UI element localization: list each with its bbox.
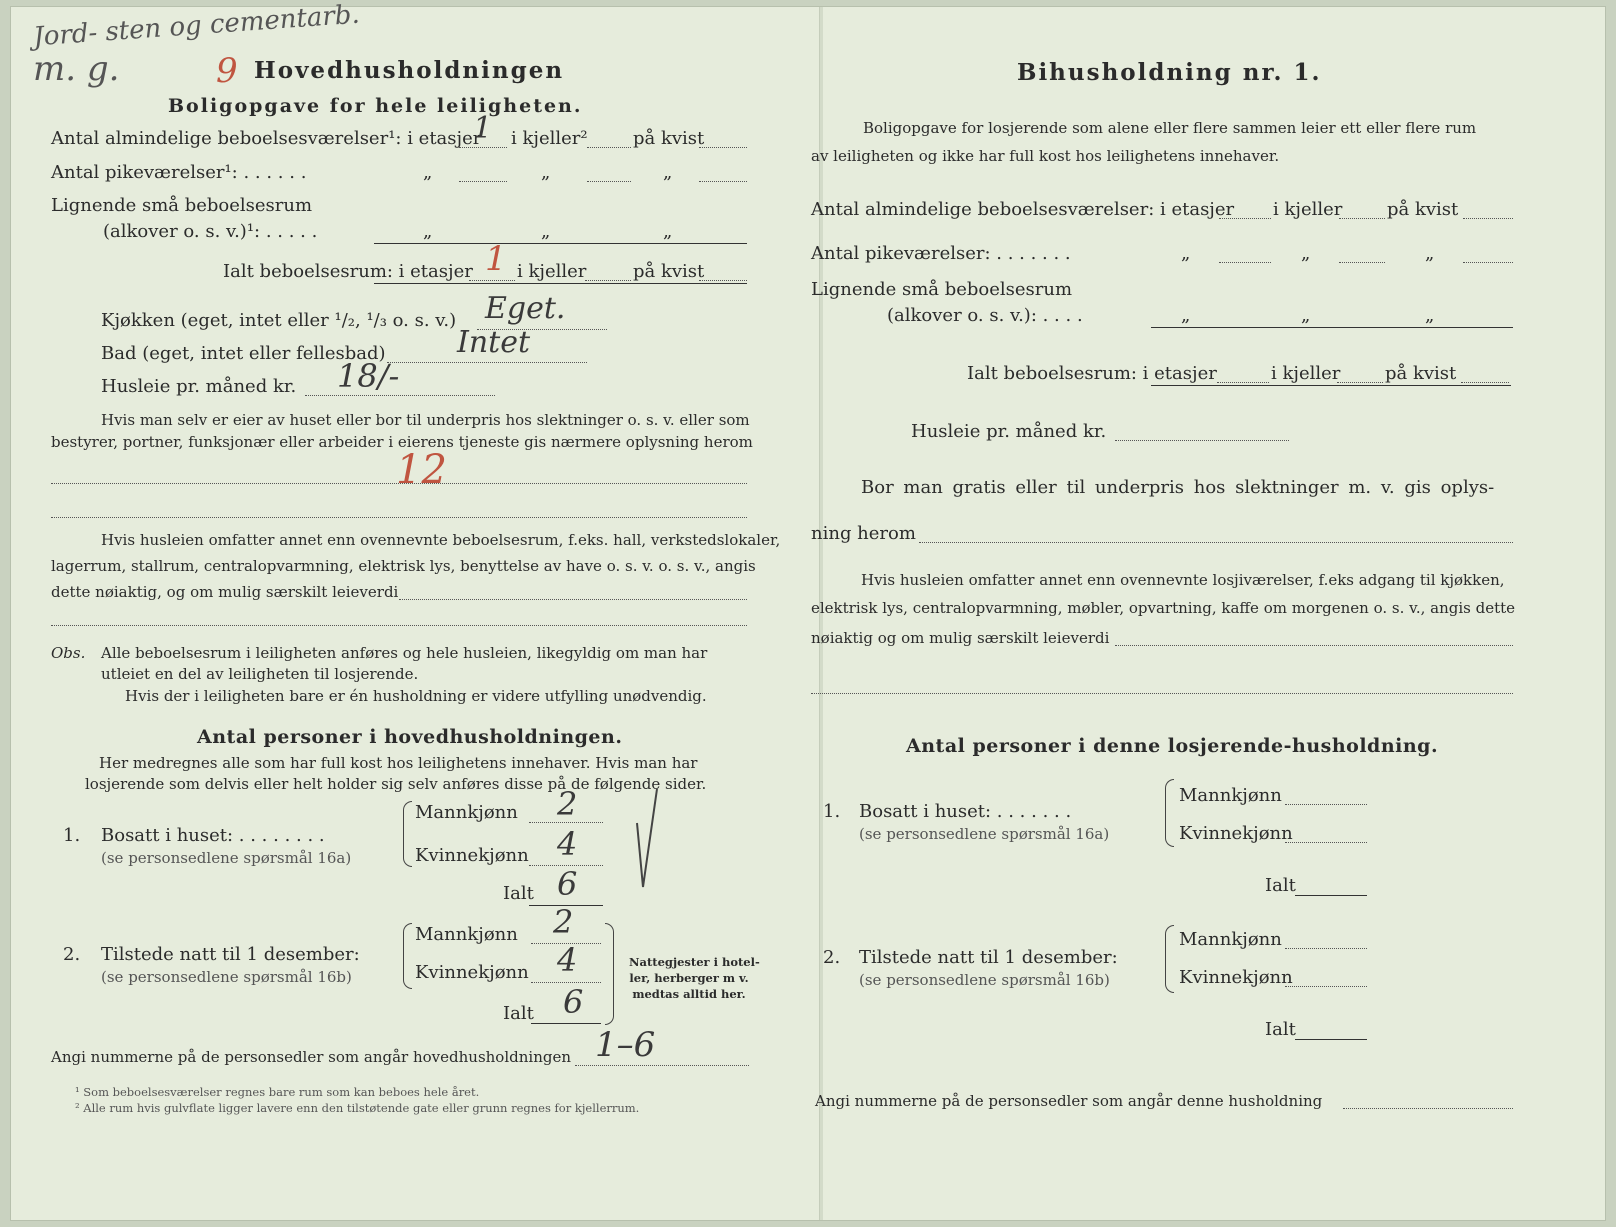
field-extras[interactable]: [399, 599, 747, 600]
value-owner-info: 12: [396, 447, 447, 493]
field-person-numbers[interactable]: [575, 1065, 749, 1066]
label-alcoves: (alkover o. s. v.): . . . .: [887, 305, 1083, 326]
brace-left: [1165, 925, 1174, 993]
value-bath: Intet: [457, 325, 531, 360]
value-present-total: 6: [563, 983, 584, 1021]
field-rooms-attic[interactable]: [1463, 218, 1513, 219]
field-present-male[interactable]: [1285, 948, 1367, 949]
field-rooms-attic[interactable]: [699, 147, 747, 148]
ditto-mark: „: [663, 221, 673, 242]
label-present-night-ref: (se personsedlene spørsmål 16b): [859, 971, 1110, 989]
label-female: Kvinnekjønn: [415, 962, 529, 983]
obs-label: Obs.: [51, 644, 86, 662]
obs-text-3: Hvis der i leiligheten bare er én husholdning er videre utfylling unødvendig.: [125, 687, 707, 705]
obs-text-1: Alle beboelsesrum i leiligheten anføres og hele husleien, likegyldig om man har: [101, 644, 708, 662]
label-male: Mannkjønn: [1179, 785, 1282, 806]
ditto-mark: „: [1181, 305, 1191, 326]
label-total-rooms: Ialt beboelsesrum: i etasjer: [967, 363, 1217, 384]
label-maid-rooms: Antal pikeværelser¹: . . . . . .: [51, 162, 307, 183]
label-similar-rooms: Lignende små beboelsesrum: [51, 195, 313, 216]
label-resident-ref: (se personsedlene spørsmål 16a): [101, 849, 352, 867]
instructions-extras-2: lagerrum, stallrum, centralopvarmning, elektrisk lys, benyttelse av have o. s. v. o. s. v., angis: [51, 557, 756, 575]
persons-intro-1: Her medregnes alle som har full kost hos leilighetens innehaver. Hvis man har: [99, 754, 698, 772]
checkmark-stroke: [623, 783, 663, 893]
ditto-mark: „: [423, 162, 433, 183]
label-bath: Bad (eget, intet eller fellesbad): [101, 343, 386, 364]
note-hotel-guests-3: medtas alltid her.: [632, 987, 746, 1001]
field-total-basement[interactable]: [1337, 382, 1383, 383]
page-title-main-household: Hovedhusholdningen: [254, 57, 565, 84]
label-free-housing-2: ning herom: [811, 523, 916, 544]
field-maid-attic[interactable]: [699, 181, 747, 182]
label-male: Mannkjønn: [415, 802, 518, 823]
ditto-mark: „: [1301, 305, 1311, 326]
field-present-total[interactable]: [1295, 1039, 1367, 1040]
label-rent: Husleie pr. måned kr.: [911, 421, 1107, 442]
label-male: Mannkjønn: [1179, 929, 1282, 950]
instructions-owner-1: Hvis man selv er eier av huset eller bor til underpris hos slektninger o. s. v. eller som: [101, 411, 750, 429]
footnote-1: ¹ Som beboelsesværelser regnes bare rum som kan beboes hele året.: [75, 1085, 480, 1099]
brace-left: [403, 801, 412, 867]
field-bath[interactable]: [387, 362, 587, 363]
instructions-extras-3: dette nøiaktig, og om mulig særskilt leieverdi: [51, 583, 399, 601]
value-rooms-floors: 1: [473, 111, 493, 146]
label-resident: Bosatt i huset: . . . . . . .: [859, 801, 1072, 822]
value-present-female: 4: [557, 941, 578, 979]
field-rooms-floors[interactable]: [459, 147, 507, 148]
field-maid-attic[interactable]: [1463, 262, 1513, 263]
field-rent[interactable]: [1115, 440, 1289, 441]
label-similar-rooms: Lignende små beboelsesrum: [811, 279, 1073, 300]
field-maid-basement[interactable]: [1339, 262, 1385, 263]
ditto-mark: „: [1425, 243, 1435, 264]
label-female: Kvinnekjønn: [1179, 967, 1293, 988]
label-total: Ialt: [1265, 875, 1296, 896]
field-owner-info-2[interactable]: [51, 517, 747, 518]
field-present-total[interactable]: [531, 1023, 601, 1024]
field-free-housing[interactable]: [919, 542, 1513, 543]
ditto-mark: „: [1181, 243, 1191, 264]
label-attic: på kvist: [633, 261, 705, 282]
question-number: 2.: [63, 944, 81, 965]
field-resident-female[interactable]: [1285, 842, 1367, 843]
label-alcoves: (alkover o. s. v.)¹: . . . . .: [103, 221, 318, 242]
question-number: 1.: [823, 801, 841, 822]
label-person-numbers: Angi nummerne på de personsedler som angår denne husholdning: [815, 1092, 1323, 1110]
brace-right: [605, 923, 614, 1025]
total-rule: [1151, 385, 1511, 386]
field-rooms-floors[interactable]: [1219, 218, 1271, 219]
ditto-mark: „: [1425, 305, 1435, 326]
field-maid-floors[interactable]: [1219, 262, 1271, 263]
instructions-extras-1: Hvis husleien omfatter annet enn ovennevnte beboelsesrum, f.eks. hall, verkstedslokaler,: [101, 531, 781, 549]
intro-lodgers-1: Boligopgave for losjerende som alene eller flere sammen leier ett eller flere rum: [863, 119, 1477, 137]
question-number: 2.: [823, 947, 841, 968]
field-person-numbers[interactable]: [1343, 1108, 1513, 1109]
question-number: 1.: [63, 825, 81, 846]
label-basement: i kjeller: [517, 261, 587, 282]
handwritten-ref: m. g.: [33, 49, 120, 89]
value-rent: 18/-: [337, 357, 400, 395]
subtitle-housing-statement: Boligopgave for hele leiligheten.: [168, 95, 583, 117]
field-owner-info[interactable]: [51, 483, 747, 484]
label-basement: i kjeller: [1271, 363, 1341, 384]
obs-text-2: utleiet en del av leiligheten til losjerende.: [101, 665, 419, 683]
label-total: Ialt: [503, 1003, 534, 1024]
field-total-basement[interactable]: [585, 280, 631, 281]
field-extras[interactable]: [1115, 645, 1513, 646]
instructions-extras-1: Hvis husleien omfatter annet enn ovennevnte losjiværelser, f.eks adgang til kjøkken,: [861, 571, 1505, 589]
label-attic: på kvist: [1385, 363, 1457, 384]
label-present-night: Tilstede natt til 1 desember:: [101, 944, 360, 965]
ditto-mark: „: [423, 221, 433, 242]
field-maid-basement[interactable]: [587, 181, 631, 182]
value-resident-female: 4: [557, 825, 578, 863]
label-total: Ialt: [1265, 1019, 1296, 1040]
field-maid-floors[interactable]: [459, 181, 507, 182]
label-resident: Bosatt i huset: . . . . . . . .: [101, 825, 325, 846]
sum-rule: [1151, 327, 1513, 328]
handwritten-ref-number: 9: [216, 51, 238, 91]
section-title-persons: Antal personer i hovedhusholdningen.: [197, 726, 623, 748]
field-rooms-basement[interactable]: [1339, 218, 1385, 219]
instructions-owner-2: bestyrer, portner, funksjonær eller arbeider i eierens tjeneste gis nærmere oplysning herom: [51, 433, 753, 451]
label-present-night-ref: (se personsedlene spørsmål 16b): [101, 968, 352, 986]
label-basement: i kjeller²: [511, 128, 588, 149]
value-kitchen: Eget.: [485, 291, 566, 326]
label-ordinary-rooms: Antal almindelige beboelsesværelser: i etasjer: [811, 199, 1235, 220]
handwritten-note: Jord- sten og cementarb.: [32, 0, 361, 53]
field-total-floors[interactable]: [1217, 382, 1269, 383]
census-form-sheet: [10, 0, 1606, 1221]
label-maid-rooms: Antal pikeværelser: . . . . . . .: [811, 243, 1071, 264]
field-rent[interactable]: [305, 395, 495, 396]
field-rooms-basement[interactable]: [587, 147, 631, 148]
field-extras-2[interactable]: [811, 693, 1513, 694]
label-present-night: Tilstede natt til 1 desember:: [859, 947, 1118, 968]
label-female: Kvinnekjønn: [415, 845, 529, 866]
field-extras-2[interactable]: [51, 625, 747, 626]
ditto-mark: „: [541, 221, 551, 242]
note-hotel-guests-1: Nattegjester i hotel-: [629, 955, 760, 969]
label-basement: i kjeller: [1273, 199, 1343, 220]
section-title-lodger-persons: Antal personer i denne losjerende-husholdning.: [906, 735, 1439, 757]
ditto-mark: „: [663, 162, 673, 183]
instructions-extras-3: nøiaktig og om mulig særskilt leieverdi: [811, 629, 1110, 647]
field-resident-total[interactable]: [1295, 895, 1367, 896]
label-rent: Husleie pr. måned kr.: [101, 376, 297, 397]
brace-left: [1165, 779, 1174, 847]
field-total-attic[interactable]: [699, 280, 747, 281]
label-attic: på kvist: [633, 128, 705, 149]
label-attic: på kvist: [1387, 199, 1459, 220]
label-total-rooms: Ialt beboelsesrum: i etasjer: [223, 261, 473, 282]
label-female: Kvinnekjønn: [1179, 823, 1293, 844]
value-total-floors: 1: [485, 239, 507, 279]
label-kitchen: Kjøkken (eget, intet eller ¹/₂, ¹/₃ o. s. v.): [101, 310, 457, 331]
field-present-female[interactable]: [1285, 986, 1367, 987]
field-total-attic[interactable]: [1461, 382, 1509, 383]
footnote-2: ² Alle rum hvis gulvflate ligger lavere enn den tilstøtende gate eller grunn regnes for kjellerrum.: [75, 1101, 640, 1115]
label-male: Mannkjønn: [415, 924, 518, 945]
label-resident-ref: (se personsedlene spørsmål 16a): [859, 825, 1110, 843]
sum-rule: [374, 243, 747, 244]
page-title-sub-household: Bihusholdning nr. 1.: [1017, 59, 1322, 86]
field-total-floors[interactable]: [469, 280, 515, 281]
label-person-numbers: Angi nummerne på de personsedler som angår hovedhusholdningen: [51, 1048, 571, 1066]
ditto-mark: „: [1301, 243, 1311, 264]
note-hotel-guests-2: ler, herberger m v.: [629, 971, 749, 985]
label-free-housing-1: Bor man gratis eller til underpris hos slektninger m. v. gis oplys-: [861, 477, 1495, 498]
field-resident-male[interactable]: [1285, 804, 1367, 805]
value-resident-total: 6: [557, 865, 578, 903]
label-ordinary-rooms: Antal almindelige beboelsesværelser¹: i etasjer: [51, 128, 482, 149]
ditto-mark: „: [541, 162, 551, 183]
instructions-extras-2: elektrisk lys, centralopvarmning, møbler, opvartning, kaffe om morgenen o. s. v., angis dette: [811, 599, 1516, 617]
value-resident-male: 2: [557, 785, 578, 823]
value-person-numbers: 1–6: [595, 1025, 656, 1065]
intro-lodgers-2: av leiligheten og ikke har full kost hos leilighetens innehaver.: [811, 147, 1280, 165]
label-total: Ialt: [503, 883, 534, 904]
total-rule: [374, 283, 747, 284]
value-present-male: 2: [553, 903, 574, 941]
brace-left: [403, 923, 412, 989]
persons-intro-2: losjerende som delvis eller helt holder sig selv anføres disse på de følgende sider.: [85, 775, 707, 793]
